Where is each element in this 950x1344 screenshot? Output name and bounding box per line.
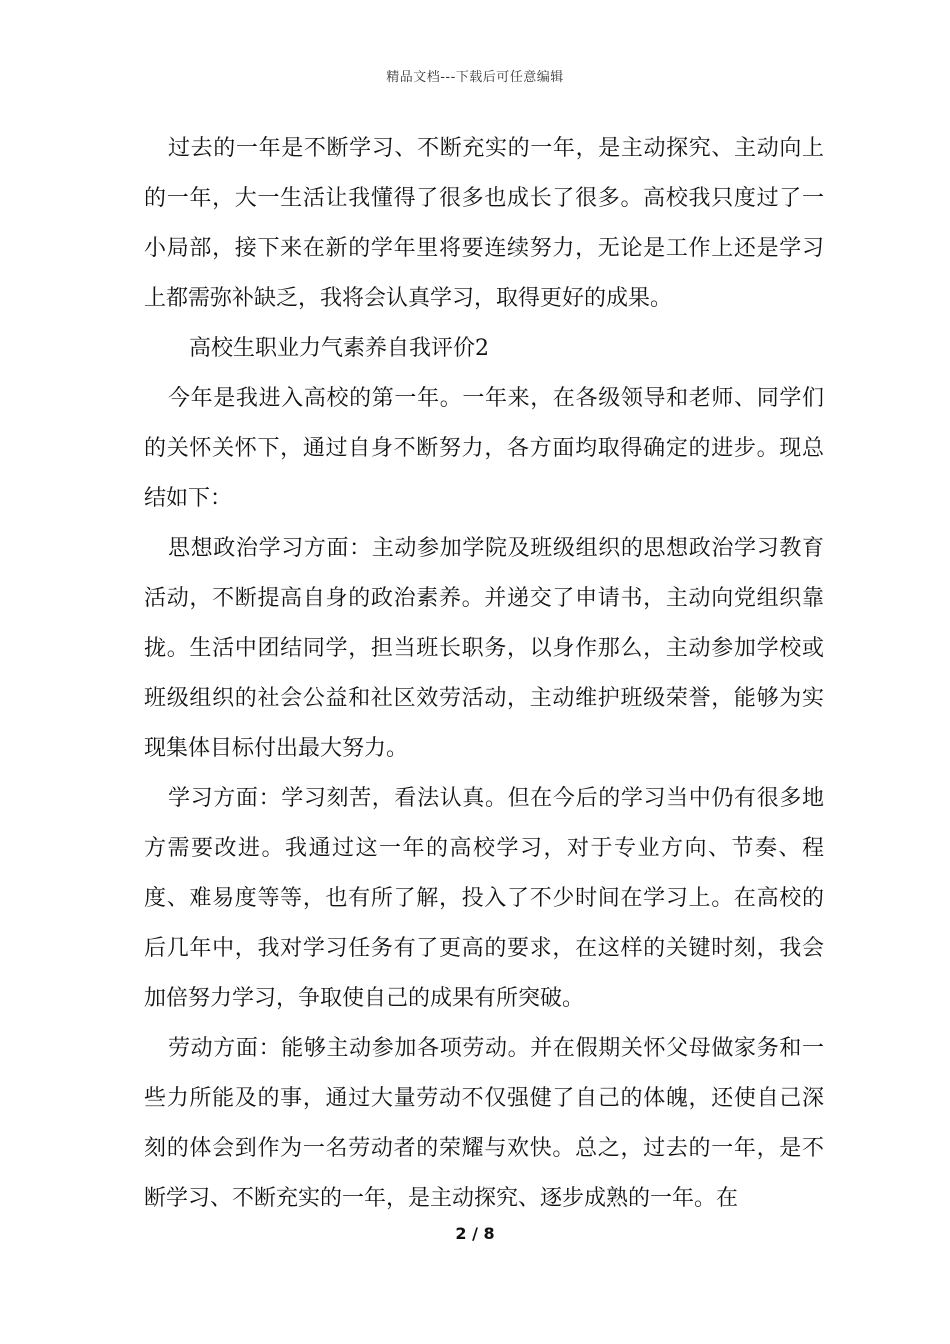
paragraph-labor: 劳动方面：能够主动参加各项劳动。并在假期关怀父母做家务和一些力所能及的事，通过大量劳动不仅强健了自己的体魄，还使自己深刻的体会到作为一名劳动者的荣耀与欢快。总之，过去的一年，是不断学习、不断充实的一年，是主动探究、逐步成熟的一年。在 <box>144 1036 824 1211</box>
page-header: 精品文档---下载后可任意编辑 <box>386 70 564 85</box>
section-title: 高校生职业力气素养自我评价2 <box>189 336 489 361</box>
paragraph-intro: 今年是我进入高校的第一年。一年来，在各级领导和老师、同学们的关怀关怀下，通过自身不断努力，各方面均取得确定的进步。现总结如下： <box>144 386 824 511</box>
document-body <box>144 124 824 1224</box>
paragraph-political-study: 思想政治学习方面：主动参加学院及班级组织的思想政治学习教育活动，不断提高自身的政治素养。并递交了申请书，主动向党组织靠拢。生活中团结同学，担当班长职务，以身作那么，主动参加学校或班级组织的社会公益和社区效劳活动，主动维护班级荣誉，能够为实现集体目标付出最大努力。 <box>144 536 824 761</box>
page-number: 2 / 8 <box>455 1224 495 1243</box>
paragraph-study: 学习方面：学习刻苦，看法认真。但在今后的学习当中仍有很多地方需要改进。我通过这一年的高校学习，对于专业方向、节奏、程度、难易度等等，也有所了解，投入了不少时间在学习上。在高校的后几年中，我对学习任务有了更高的要求，在这样的关键时刻，我会加倍努力学习，争取使自己的成果有所突破。 <box>144 786 824 1011</box>
paragraph-summary: 过去的一年是不断学习、不断充实的一年，是主动探究、主动向上的一年，大一生活让我懂得了很多也成长了很多。高校我只度过了一小局部，接下来在新的学年里将要连续努力，无论是工作上还是学习上都需弥补缺乏，我将会认真学习，取得更好的成果。 <box>144 136 824 311</box>
